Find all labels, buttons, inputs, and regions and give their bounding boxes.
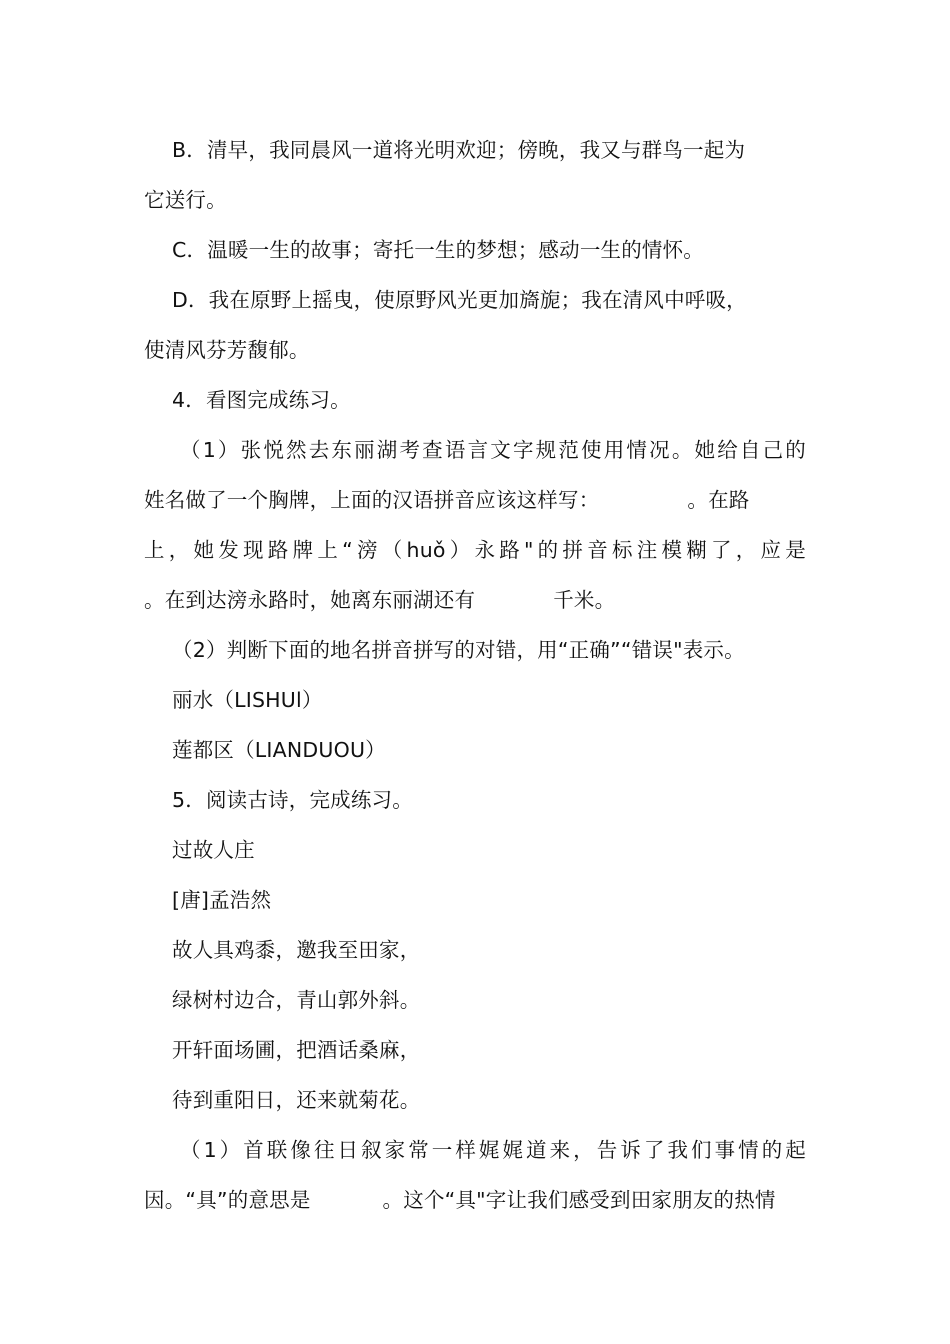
option-d-line-1: D．我在原野上摇曳，使原野风光更加旖旎；我在清风中呼吸，	[172, 288, 747, 312]
option-b-line-2: 它送行。	[144, 188, 227, 212]
question-4-2-line: （2）判断下面的地名拼音拼写的对错，用“正确”“错误"表示。	[172, 638, 745, 662]
question-4-1-line-2-text: 姓名做了一个胸牌，上面的汉语拼音应该这样写：	[144, 488, 600, 512]
question-4-1-line-3: 上，她发现路牌上“滂（huǒ）永路"的拼音标注模糊了，应是	[144, 538, 806, 562]
place-name-lishui: 丽水（LISHUl）	[172, 688, 323, 712]
poem-title: 过故人庄	[172, 838, 255, 862]
option-d-line-2: 使清风芬芳馥郁。	[144, 338, 310, 362]
question-5-heading: 5．阅读古诗，完成练习。	[172, 788, 413, 812]
option-b-line-1: B．清早，我同晨风一道将光明欢迎；傍晚，我又与群鸟一起为	[172, 138, 746, 162]
poem-line-1: 故人具鸡黍，邀我至田家，	[172, 938, 421, 962]
question-4-1-line-4-text: 。在到达滂永路时，她离东丽湖还有	[144, 588, 476, 612]
option-c-line: C．温暖一生的故事；寄托一生的梦想；感动一生的情怀。	[172, 238, 705, 262]
question-4-1-line-4-tail: 千米。	[553, 588, 616, 612]
question-4-heading: 4．看图完成练习。	[172, 388, 351, 412]
question-4-1-line-2	[144, 485, 806, 515]
question-5-1-line-2	[144, 1185, 806, 1215]
poem-line-2: 绿树村边合，青山郭外斜。	[172, 988, 421, 1012]
question-5-1-line-2-text: 因。“具”的意思是	[144, 1188, 311, 1212]
poem-line-3: 开轩面场圃，把酒话桑麻，	[172, 1038, 421, 1062]
question-4-1-line-1: （1）张悦然去东丽湖考查语言文字规范使用情况。她给自己的	[180, 438, 806, 462]
question-5-1-line-2-tail: 。这个“具"字让我们感受到田家朋友的热情	[382, 1188, 776, 1212]
poem-author: [唐]孟浩然	[172, 888, 272, 912]
question-4-1-line-2-tail: 。在路	[687, 488, 750, 512]
question-5-1-line-1: （1）首联像往日叙家常一样娓娓道来，告诉了我们事情的起	[180, 1138, 806, 1162]
place-name-liandu: 莲都区（LIANDUOU）	[172, 738, 386, 762]
question-4-1-line-4	[144, 585, 806, 615]
poem-line-4: 待到重阳日，还来就菊花。	[172, 1088, 421, 1112]
